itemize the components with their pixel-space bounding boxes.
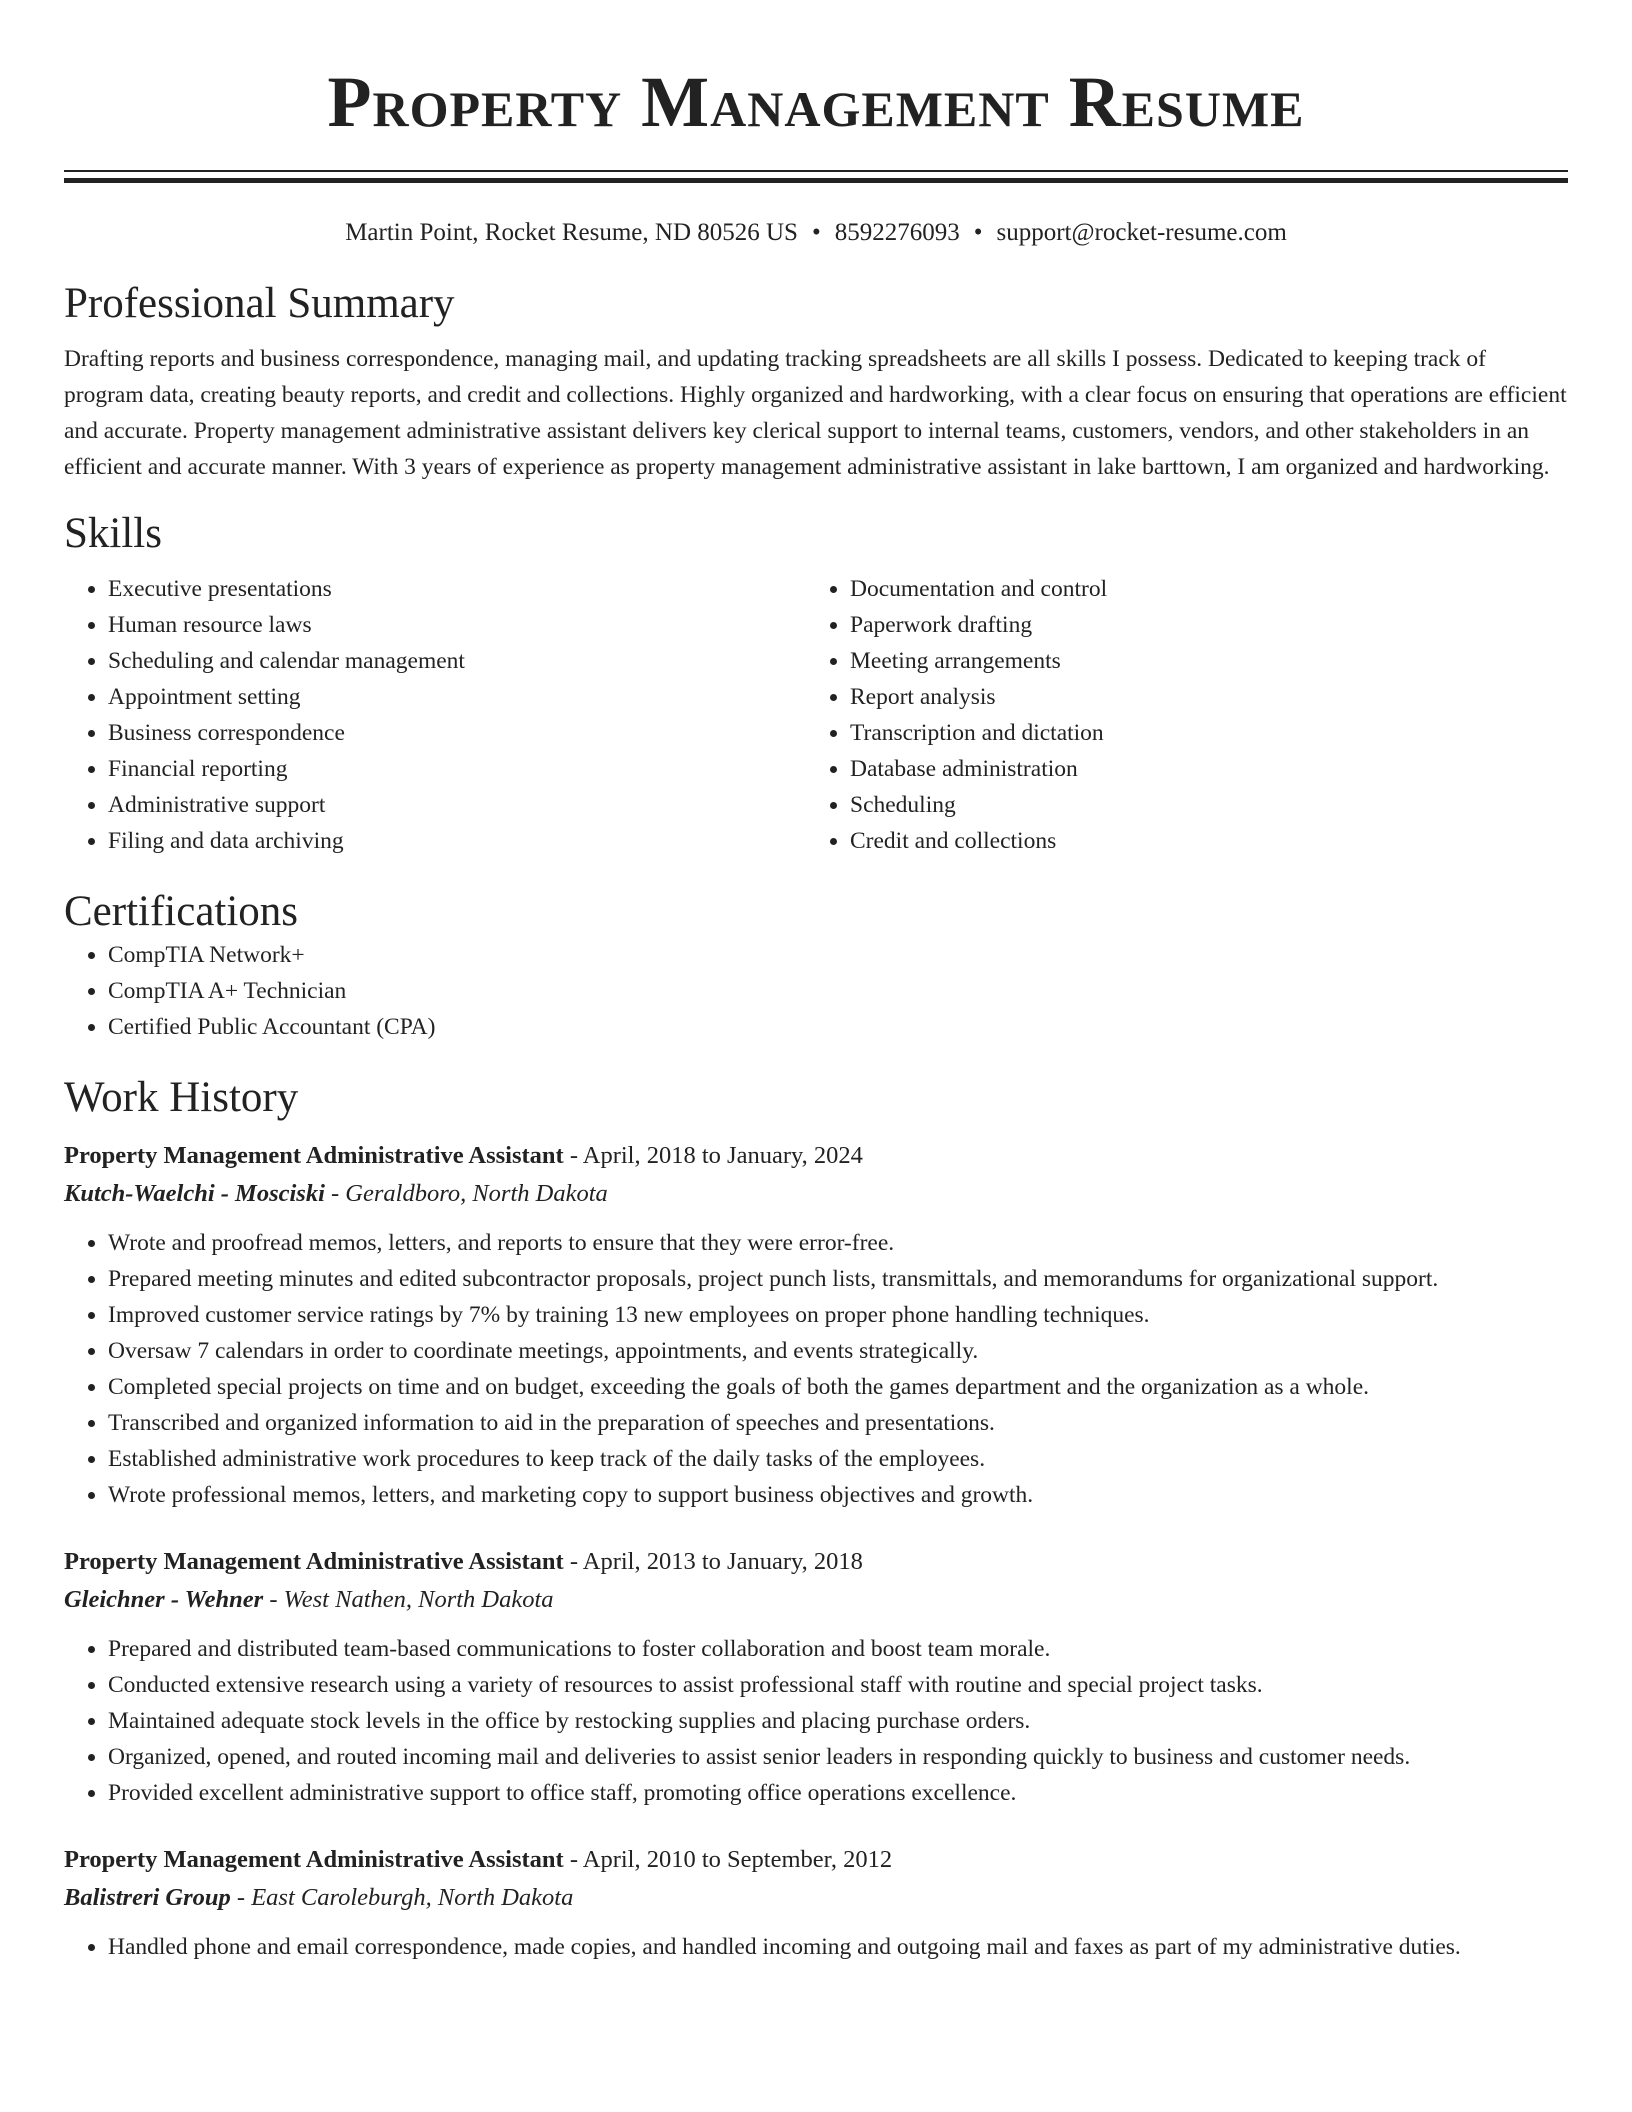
job-duty-item: • Prepared meeting minutes and edited subcontractor proposals, project punch lists, transmittals, and memorandums for organizational support. (108, 1261, 1568, 1297)
contact-separator: • (973, 219, 983, 246)
summary-heading: Professional Summary (64, 280, 455, 327)
certifications-heading: Certifications (64, 888, 299, 935)
job-company: Gleichner - Wehner (64, 1586, 264, 1613)
job-header (64, 1543, 1568, 1581)
skill-item: • Administrative support (108, 787, 806, 823)
job-duty-item: • Oversaw 7 calendars in order to coordinate meetings, appointments, and events strategically. (108, 1333, 1568, 1369)
job-duty-item: • Improved customer service ratings by 7% by training 13 new employees on proper phone handling techniques. (108, 1297, 1568, 1333)
skill-item: • Meeting arrangements (850, 643, 1548, 679)
skill-item: • Financial reporting (108, 751, 806, 787)
skills-list (64, 571, 1568, 859)
job-employer (64, 1581, 1568, 1619)
job-duty-item: • Organized, opened, and routed incoming mail and deliveries to assist senior leaders in responding quickly to business and customer needs. (108, 1739, 1568, 1775)
job-employer (64, 1879, 1568, 1917)
job-duty-item: • Established administrative work procedures to keep track of the daily tasks of the employees. (108, 1441, 1568, 1477)
job-duties-list (64, 1631, 1568, 1811)
resume-title: Property Management Resume (327, 62, 1305, 142)
skill-item: • Report analysis (850, 679, 1548, 715)
job-duties-list (64, 1929, 1568, 1965)
skills-right-list (806, 571, 1548, 859)
job-duty-item: • Maintained adequate stock levels in the office by restocking supplies and placing purchase orders. (108, 1703, 1568, 1739)
contact-phone: 8592276093 (834, 219, 960, 246)
certification-item: • CompTIA Network+ (108, 937, 1568, 973)
job-duty-item: • Handled phone and email correspondence, made copies, and handled incoming and outgoing mail and faxes as part of my administrative duties. (108, 1929, 1568, 1965)
job-entry (64, 1841, 1568, 1965)
job-company: Kutch-Waelchi - Mosciski (64, 1180, 325, 1207)
skills-column-right (806, 571, 1548, 859)
work-history-heading: Work History (64, 1074, 299, 1121)
title-divider-thick (64, 178, 1568, 183)
job-dates: - April, 2013 to January, 2018 (563, 1548, 863, 1575)
job-duty-item: • Transcribed and organized information to aid in the preparation of speeches and presentations. (108, 1405, 1568, 1441)
job-entry (64, 1137, 1568, 1513)
job-dates: - April, 2018 to January, 2024 (563, 1142, 863, 1169)
contact-separator: • (811, 219, 821, 246)
skill-item: • Human resource laws (108, 607, 806, 643)
skills-column-left (64, 571, 806, 859)
job-title: Property Management Administrative Assistant (64, 1142, 564, 1169)
title-divider-thin (64, 170, 1568, 172)
certification-item: • Certified Public Accountant (CPA) (108, 1009, 1568, 1045)
job-location: - East Caroleburgh, North Dakota (230, 1884, 574, 1911)
skill-item: • Scheduling (850, 787, 1548, 823)
skills-heading: Skills (64, 510, 162, 557)
contact-line (64, 217, 1568, 249)
summary-text: Drafting reports and business correspondence, managing mail, and updating tracking spreadsheets are all skills I possess. Dedicated to keeping track of program data, creating beauty reports, and credit and collections. Highly organized and hardworking, with a clear focus on ensuring that operations are efficient and accurate. Property management administrative assistant delivers key clerical support to internal teams, customers, vendors, and other stakeholders in an efficient and accurate manner. With 3 years of experience as property management administrative assistant in lake barttown, I am organized and hardworking. (64, 346, 1567, 480)
skill-item: • Appointment setting (108, 679, 806, 715)
job-location: - Geraldboro, North Dakota (324, 1180, 608, 1207)
certifications-list (64, 937, 1568, 1045)
job-duty-item: • Conducted extensive research using a variety of resources to assist professional staff with routine and special project tasks. (108, 1667, 1568, 1703)
certification-item: • CompTIA A+ Technician (108, 973, 1568, 1009)
job-employer (64, 1175, 1568, 1213)
job-company: Balistreri Group (64, 1884, 231, 1911)
resume-content (64, 0, 1568, 1965)
work-history-list (64, 1137, 1568, 1965)
contact-email: support@rocket-resume.com (996, 219, 1287, 246)
skill-item: • Executive presentations (108, 571, 806, 607)
job-entry (64, 1543, 1568, 1811)
job-location: - West Nathen, North Dakota (263, 1586, 554, 1613)
job-duty-item: • Provided excellent administrative support to office staff, promoting office operations excellence. (108, 1775, 1568, 1811)
skills-left-list (64, 571, 806, 859)
job-duty-item: • Wrote and proofread memos, letters, and reports to ensure that they were error-free. (108, 1225, 1568, 1261)
job-duties-list (64, 1225, 1568, 1513)
job-header (64, 1841, 1568, 1879)
job-duty-item: • Completed special projects on time and on budget, exceeding the goals of both the games department and the organization as a whole. (108, 1369, 1568, 1405)
skill-item: • Business correspondence (108, 715, 806, 751)
skill-item: • Credit and collections (850, 823, 1548, 859)
contact-address: Martin Point, Rocket Resume, ND 80526 US (345, 219, 798, 246)
skill-item: • Scheduling and calendar management (108, 643, 806, 679)
job-title: Property Management Administrative Assistant (64, 1548, 564, 1575)
job-duty-item: • Wrote professional memos, letters, and marketing copy to support business objectives and growth. (108, 1477, 1568, 1513)
skill-item: • Database administration (850, 751, 1548, 787)
job-header (64, 1137, 1568, 1175)
job-title: Property Management Administrative Assistant (64, 1846, 564, 1873)
skill-item: • Filing and data archiving (108, 823, 806, 859)
skill-item: • Paperwork drafting (850, 607, 1548, 643)
skill-item: • Documentation and control (850, 571, 1548, 607)
job-duty-item: • Prepared and distributed team-based communications to foster collaboration and boost team morale. (108, 1631, 1568, 1667)
skill-item: • Transcription and dictation (850, 715, 1548, 751)
job-dates: - April, 2010 to September, 2012 (563, 1846, 893, 1873)
